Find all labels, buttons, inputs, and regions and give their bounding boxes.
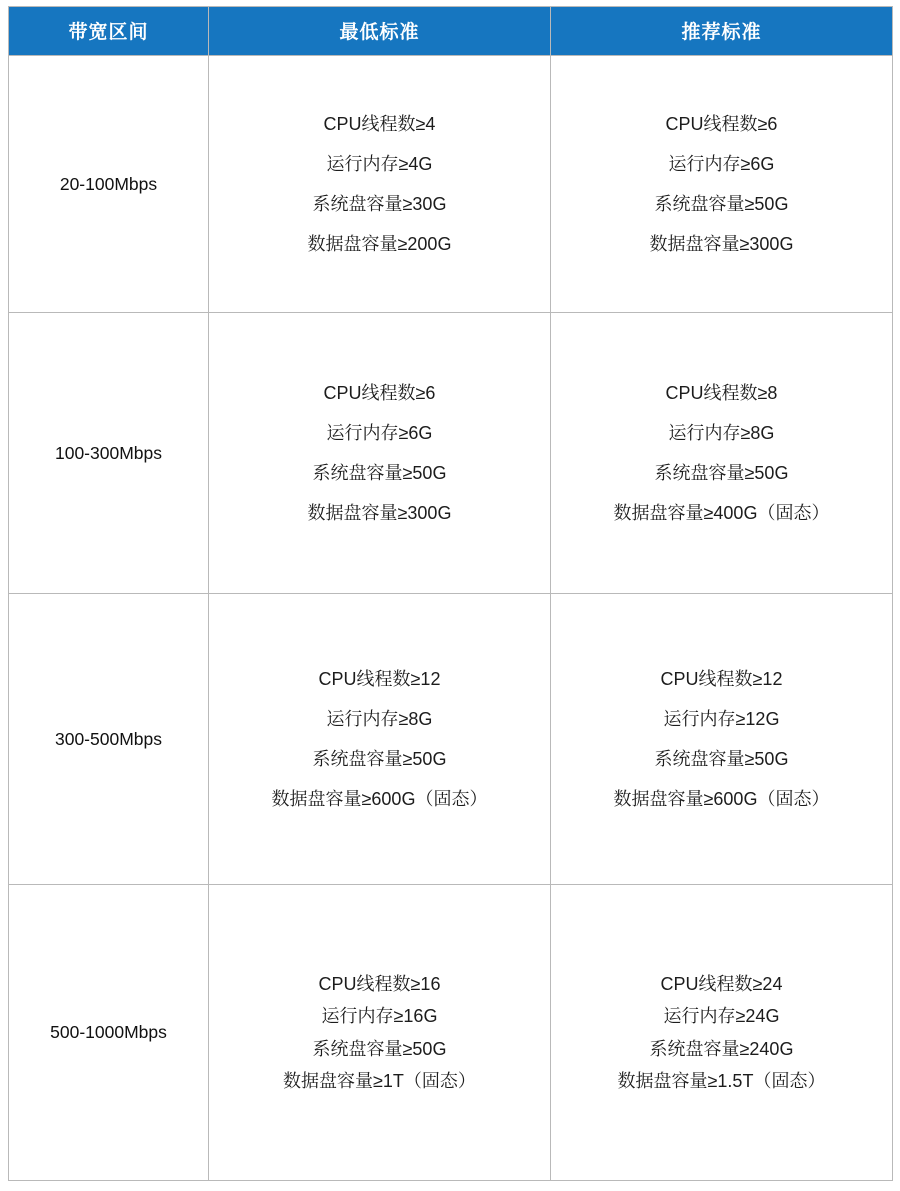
spec-line: 系统盘容量≥50G	[312, 1038, 447, 1059]
cell-recommended-spec	[551, 313, 893, 594]
spec-line: CPU线程数≥16	[318, 974, 441, 995]
table-header	[9, 7, 893, 56]
cell-bandwidth-range: 300-500Mbps	[9, 594, 209, 885]
spec-line: 系统盘容量≥30G	[312, 194, 447, 214]
spec-line: CPU线程数≥12	[318, 669, 441, 689]
cell-bandwidth-range: 100-300Mbps	[9, 313, 209, 594]
spec-line: 数据盘容量≥300G	[307, 503, 452, 523]
spec-line: CPU线程数≥6	[665, 114, 778, 134]
header-cell-recommended: 推荐标准	[551, 7, 893, 56]
spec-line: CPU线程数≥4	[323, 114, 436, 134]
spec-line: 运行内存≥4G	[326, 154, 433, 174]
spec-line: 数据盘容量≥1T（固态）	[283, 1070, 476, 1091]
bandwidth-spec-table	[8, 6, 893, 1181]
table-row	[9, 56, 893, 313]
cell-minimum-spec	[209, 313, 551, 594]
header-cell-bandwidth: 带宽区间	[9, 7, 209, 56]
spec-line: 运行内存≥6G	[668, 154, 775, 174]
spec-line: 数据盘容量≥200G	[307, 234, 452, 254]
cell-bandwidth-range: 500-1000Mbps	[9, 885, 209, 1181]
spec-line: 运行内存≥8G	[668, 423, 775, 443]
cell-bandwidth-range: 20-100Mbps	[9, 56, 209, 313]
spec-line: 系统盘容量≥50G	[312, 463, 447, 483]
table-row	[9, 885, 893, 1181]
spec-line: 系统盘容量≥50G	[654, 463, 789, 483]
header-row	[9, 7, 893, 56]
table-row	[9, 594, 893, 885]
cell-minimum-spec	[209, 885, 551, 1181]
spec-line-group	[551, 645, 892, 833]
cell-recommended-spec	[551, 594, 893, 885]
spec-line: 运行内存≥6G	[326, 423, 433, 443]
spec-line-group	[551, 359, 892, 547]
spec-line-group	[551, 954, 892, 1110]
table-row	[9, 313, 893, 594]
cell-minimum-spec	[209, 594, 551, 885]
spec-line: 数据盘容量≥600G（固态）	[613, 789, 830, 809]
spec-line: 运行内存≥16G	[321, 1006, 438, 1027]
spec-line-group	[209, 90, 550, 278]
cell-minimum-spec	[209, 56, 551, 313]
spec-line: CPU线程数≥24	[660, 974, 783, 995]
spec-line: 数据盘容量≥1.5T（固态）	[617, 1070, 826, 1091]
spec-line: CPU线程数≥6	[323, 383, 436, 403]
spec-line: 系统盘容量≥240G	[649, 1038, 794, 1059]
spec-line: 运行内存≥24G	[663, 1006, 780, 1027]
spec-line: 系统盘容量≥50G	[654, 194, 789, 214]
cell-recommended-spec	[551, 56, 893, 313]
spec-line: 系统盘容量≥50G	[312, 749, 447, 769]
spec-line: 运行内存≥8G	[326, 709, 433, 729]
spec-line: CPU线程数≥8	[665, 383, 778, 403]
spec-line: 数据盘容量≥400G（固态）	[613, 503, 830, 523]
spec-line-group	[209, 359, 550, 547]
spec-line: 系统盘容量≥50G	[654, 749, 789, 769]
spec-line: 运行内存≥12G	[663, 709, 780, 729]
spec-line: 数据盘容量≥600G（固态）	[271, 789, 488, 809]
spec-line-group	[551, 90, 892, 278]
spec-line: CPU线程数≥12	[660, 669, 783, 689]
spec-line-group	[209, 954, 550, 1110]
cell-recommended-spec	[551, 885, 893, 1181]
spec-line: 数据盘容量≥300G	[649, 234, 794, 254]
spec-line-group	[209, 645, 550, 833]
header-cell-minimum: 最低标准	[209, 7, 551, 56]
table-body	[9, 56, 893, 1181]
